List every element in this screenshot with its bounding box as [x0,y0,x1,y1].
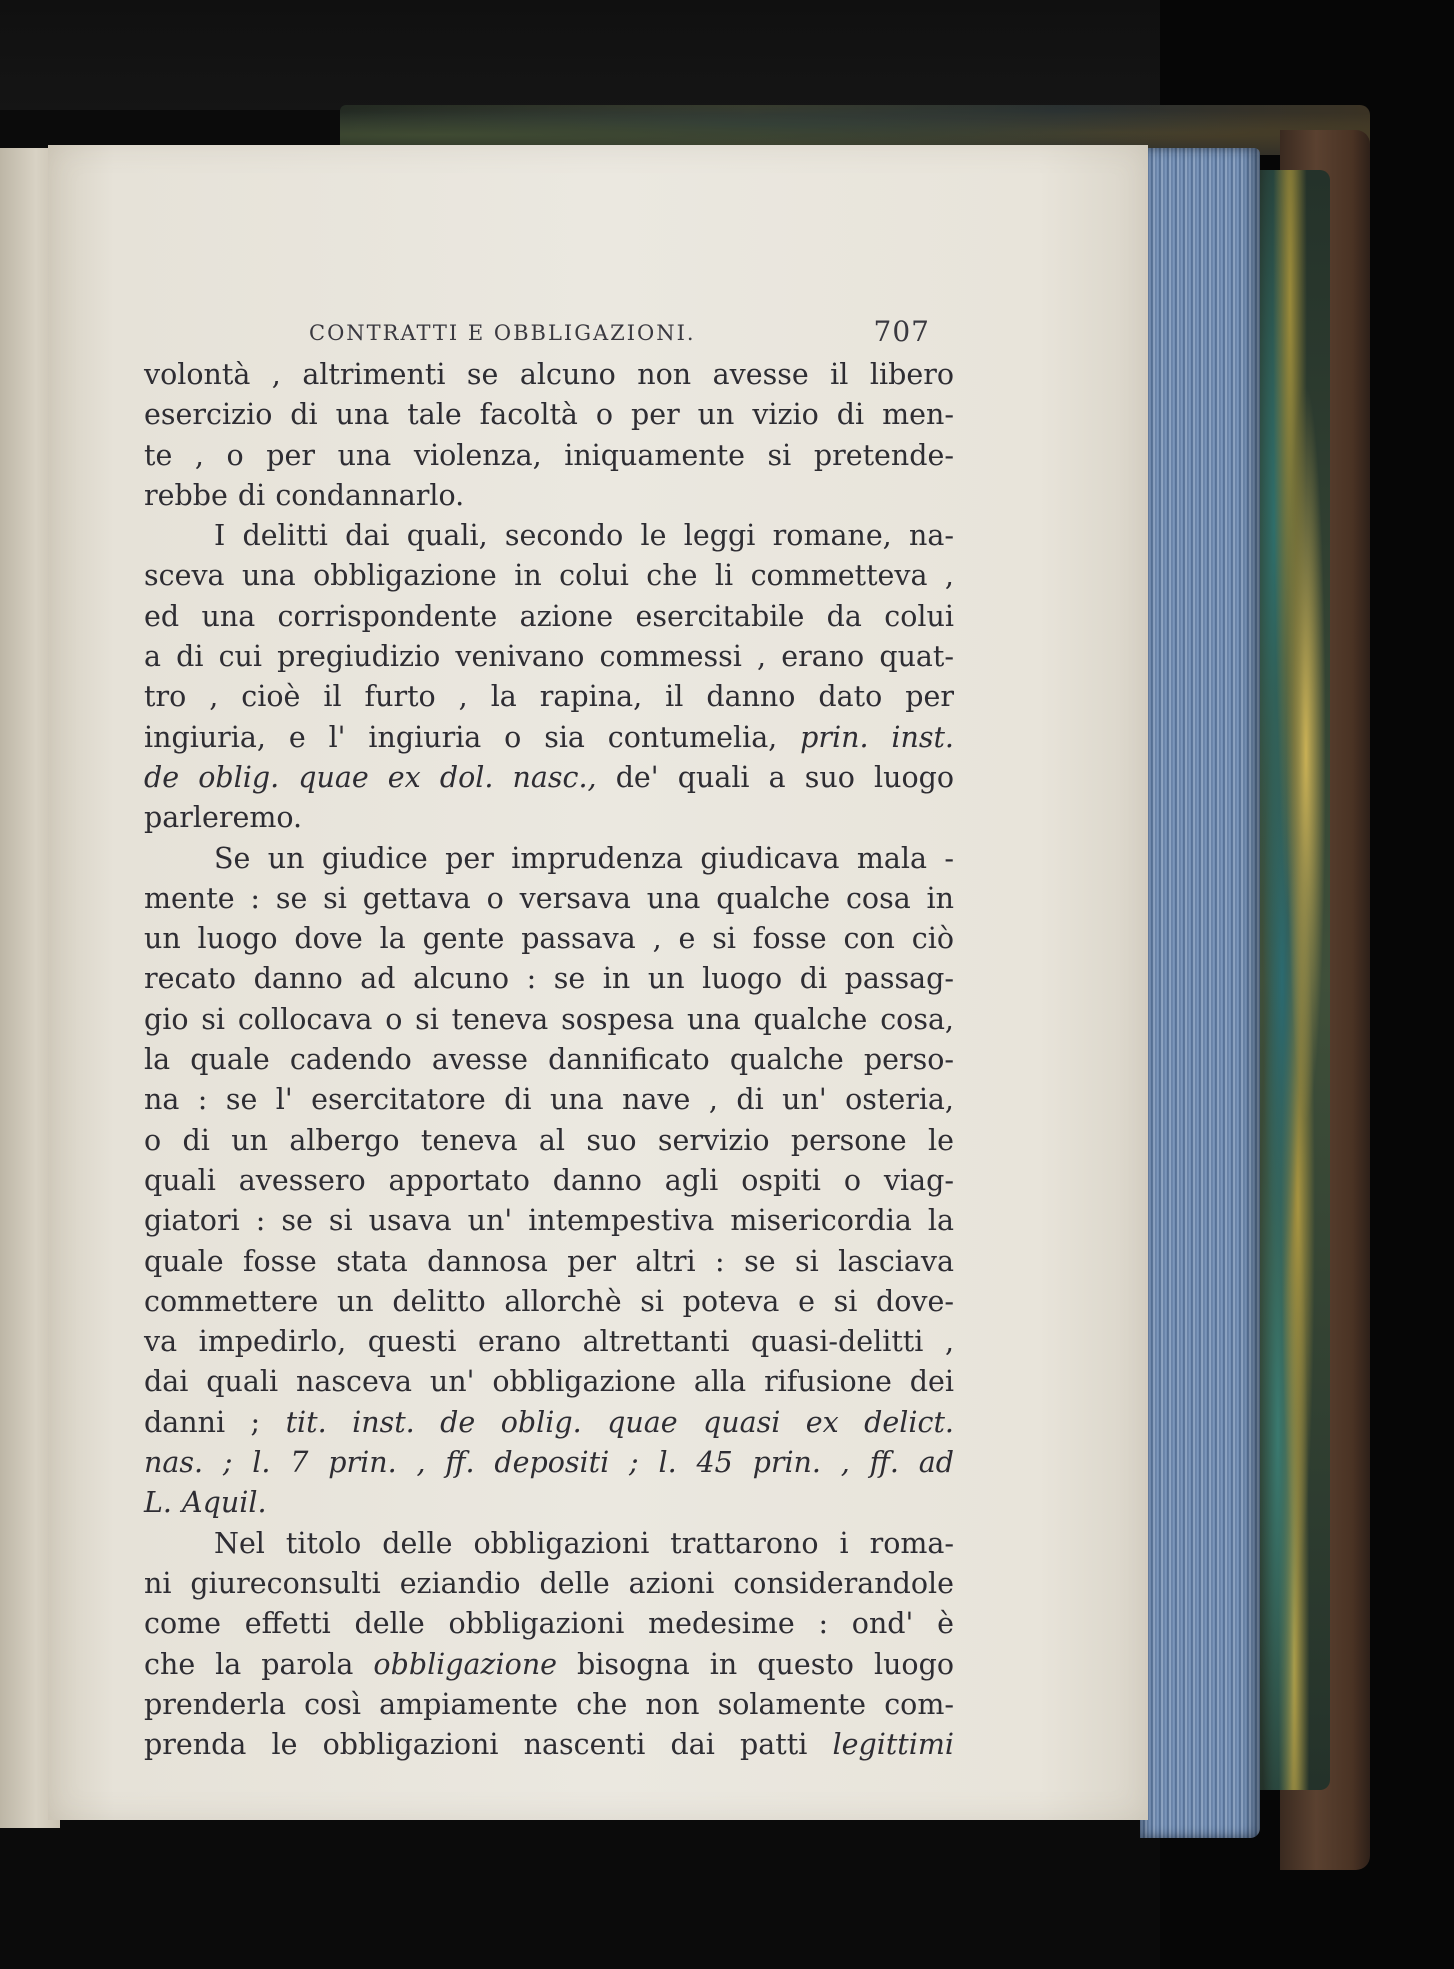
text-line: te , o per una violenza, iniquamente si pretende- [144,438,954,472]
page-header [144,315,954,355]
text-line: commettere un delitto allorchè si poteva e si dove- [144,1284,954,1318]
page-edges [1140,148,1260,1838]
text-line: esercizio di una tale facoltà o per un vizio di men- [144,398,954,432]
text-line: dai quali nasceva un' obbligazione alla rifusione dei [144,1365,954,1399]
text-segment: ingiuria, e l' ingiuria o sia contumelia, [144,720,778,754]
text-line [144,1403,954,1443]
citation: tit. inst. de oblig. quae quasi ex delict. [285,1405,954,1439]
marbled-cover-side [1250,170,1330,1790]
text-line: o di un albergo teneva al suo servizio persone le [144,1123,954,1157]
text-line: un luogo dove la gente passava , e si fosse con ciò [144,922,954,956]
text-line: prenderla così ampiamente che non solamente com- [144,1687,954,1721]
text-line: parleremo. [144,801,303,835]
citation: prin. inst. [800,720,954,754]
citation: de oblig. quae ex dol. nasc., [144,760,597,794]
text-line: L. Aquil. [144,1486,267,1520]
text-line: la quale cadendo avesse dannificato qualche perso- [144,1043,954,1077]
text-segment: prenda le obbligazioni nascenti dai patti [144,1728,808,1762]
text-segment: bisogna in questo luogo [577,1647,954,1681]
text-line: rebbe di condannarlo. [144,478,465,512]
text-line: recato danno ad alcuno : se in un luogo di passag- [144,962,954,996]
text-line: na : se l' esercitatore di una nave , di un' osteria, [144,1083,954,1117]
text-line: ed una corrispondente azione esercitabile da colui [144,599,954,633]
text-line: nas. ; l. 7 prin. , ff. depositi ; l. 45 prin. , ff. ad [144,1446,954,1480]
text-line: ni giureconsulti eziandio delle azioni considerandole [144,1566,954,1600]
page-text [144,315,954,1765]
emphasis: legittimi [832,1728,954,1762]
text-segment: che la parola [144,1647,354,1681]
page-number: 707 [873,315,930,348]
text-line: come effetti delle obbligazioni medesime : ond' è [144,1607,954,1641]
text-line: I delitti dai quali, secondo le leggi romane, na- [214,519,954,553]
text-line: Nel titolo delle obbligazioni trattarono i roma- [214,1526,954,1560]
text-segment: de' quali a suo luogo [615,760,955,794]
emphasis: obbligazione [373,1647,558,1681]
text-line: quale fosse stata dannosa per altri : se si lasciava [144,1244,954,1278]
text-line: a di cui pregiudizio venivano commessi , erano quat- [144,640,954,674]
text-line [144,718,954,758]
text-line [144,1645,954,1685]
text-line: va impedirlo, questi erano altrettanti quasi-delitti , [144,1325,954,1359]
text-line: sceva una obbligazione in colui che li commetteva , [144,559,954,593]
text-line: quali avessero apportato danno agli ospiti o viag- [144,1163,954,1197]
text-line: tro , cioè il furto , la rapina, il danno dato per [144,680,954,714]
text-line: gio si collocava o si teneva sospesa una qualche cosa, [144,1002,954,1036]
text-line [144,1725,954,1765]
text-line: mente : se si gettava o versava una qualche cosa in [144,881,954,915]
text-line: Se un giudice per imprudenza giudicava mala - [214,841,954,875]
text-segment: danni ; [144,1405,261,1439]
text-line: volontà , altrimenti se alcuno non avesse il libero [144,358,954,391]
running-head: CONTRATTI E OBBLIGAZIONI. [309,321,696,345]
text-line: giatori : se si usava un' intempestiva misericordia la [144,1204,954,1238]
text-line [144,758,954,798]
